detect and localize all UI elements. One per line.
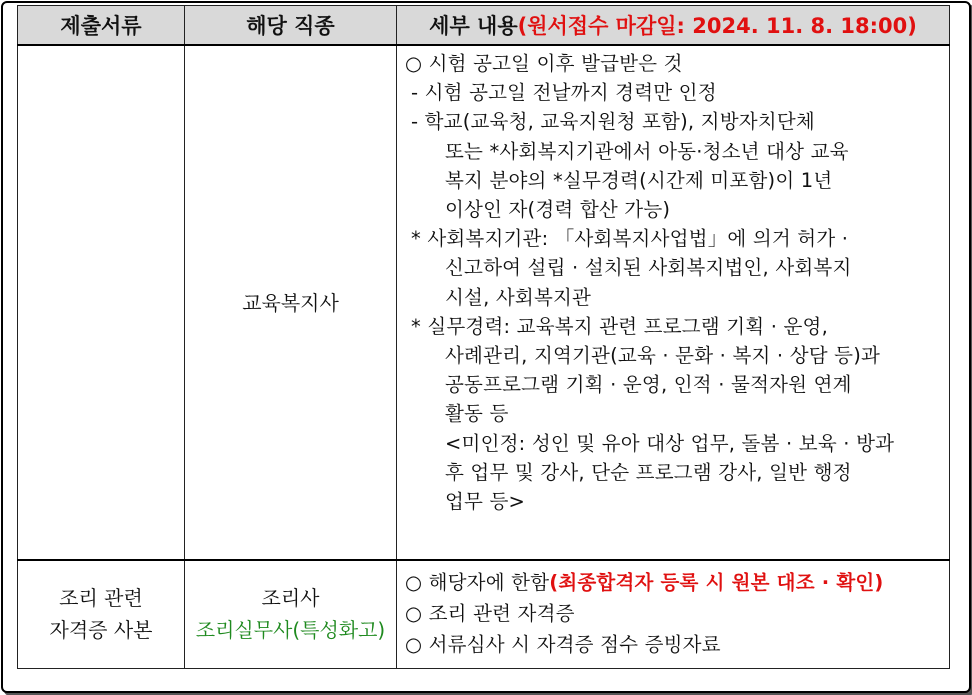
- row-education-welfare: [18, 45, 950, 560]
- detail-line: 업무 등>: [445, 490, 526, 514]
- header-details-label: 세부 내용: [429, 14, 518, 38]
- header-documents: 제출서류: [18, 6, 185, 46]
- detail-line: 신고하여 설립 · 설치된 사회복지법인, 사회복지: [445, 256, 852, 280]
- cook-detail-line3: ○ 서류심사 시 자격증 점수 증빙자료: [405, 633, 721, 656]
- row2-documents-cell: [18, 560, 185, 668]
- detail-line: - 학교(교육청, 교육지원청 포함), 지방자치단체: [411, 110, 815, 134]
- detail-line: <미인정: 성인 및 유아 대상 업무, 돌봄 · 보육 · 방과: [445, 431, 895, 455]
- document-frame: [1, 1, 971, 693]
- detail-line: 활동 등: [445, 402, 509, 426]
- cook-detail-line2: ○ 조리 관련 자격증: [405, 602, 575, 625]
- row2-job-cell: [185, 560, 397, 668]
- row1-detail-cell: [397, 45, 950, 560]
- detail-line: 또는 *사회복지기관에서 아동·청소년 대상 교육: [445, 139, 849, 163]
- row2-detail-cell: [397, 560, 950, 668]
- detail-line: 복지 분야의 *실무경력(시간제 미포함)이 1년: [445, 168, 833, 192]
- detail-line: 시설, 사회복지관: [445, 285, 592, 309]
- row1-documents-cell: [18, 45, 185, 560]
- detail-line: 후 업무 및 강사, 단순 프로그램 강사, 일반 행정: [445, 460, 852, 484]
- detail-line: ○ 시험 공고일 이후 발급받은 것: [405, 52, 683, 75]
- cook-detail-line1-text: ○ 해당자에 한함: [405, 571, 550, 594]
- detail-line: 사례관리, 지역기관(교육 · 문화 · 복지 · 상담 등)과: [445, 344, 881, 368]
- detail-line: - 시험 공고일 전날까지 경력만 인정: [411, 81, 717, 105]
- header-deadline: (원서접수 마감일: 2024. 11. 8. 18:00): [517, 14, 917, 38]
- detail-line: * 실무경력: 교육복지 관련 프로그램 기획 · 운영,: [411, 314, 828, 338]
- doc-cert-line2: 자격증 사본: [49, 618, 153, 643]
- job-cook-assistant: 조리실무사(특성화고): [195, 618, 386, 643]
- header-row: [18, 6, 950, 46]
- header-details: [397, 6, 950, 46]
- detail-line: * 사회복지기관: 「사회복지사업법」에 의거 허가 ·: [411, 227, 849, 251]
- header-job-type: 해당 직종: [185, 6, 397, 46]
- row-cook: [18, 560, 950, 668]
- documents-table: [17, 5, 950, 669]
- cook-detail-line1-red: (최종합격자 등록 시 원본 대조 · 확인): [549, 571, 884, 594]
- cook-detail-line1: [405, 567, 945, 598]
- job-education-welfare: 교육복지사: [242, 290, 339, 315]
- detail-line: 공동프로그램 기획 · 운영, 인적 · 물적자원 연계: [445, 373, 852, 397]
- row1-job-cell: [185, 45, 397, 560]
- doc-cert-line1: 조리 관련: [59, 586, 143, 611]
- job-cook: 조리사: [261, 586, 320, 611]
- detail-line: 이상인 자(경력 합산 가능): [445, 198, 671, 222]
